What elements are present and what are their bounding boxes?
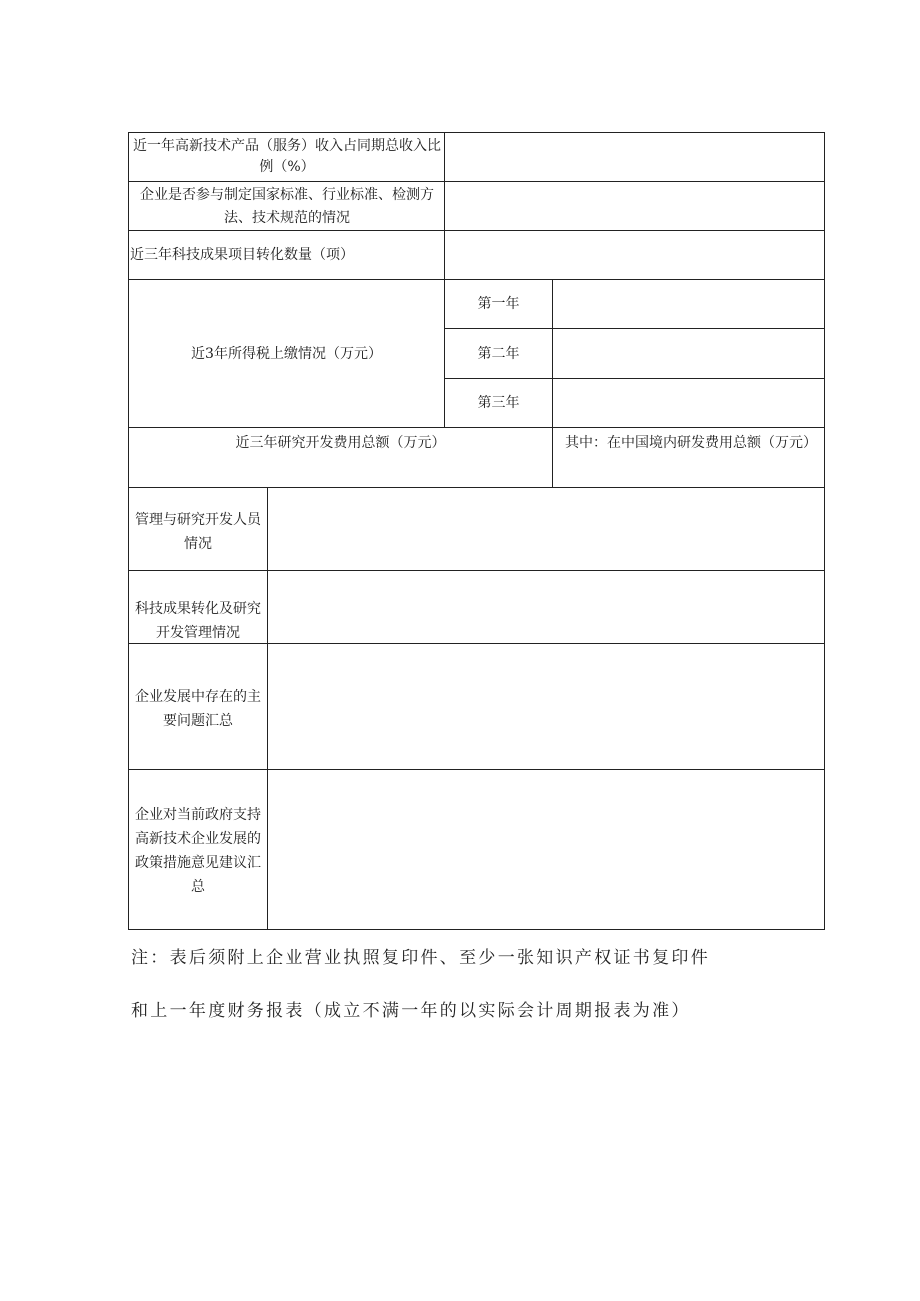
problems-label: 企业发展中存在的主要问题汇总 <box>135 689 261 729</box>
conversion-mgmt-label: 科技成果转化及研究开发管理情况 <box>135 601 261 641</box>
revenue-ratio-label: 近一年高新技术产品（服务）收入占同期总收入比例（%） <box>133 138 441 175</box>
standards-input[interactable] <box>445 182 824 230</box>
staff-label: 管理与研究开发人员情况 <box>135 512 261 552</box>
year-2-label: 第二年 <box>477 345 520 362</box>
grid-line <box>128 427 825 428</box>
suggestions-label: 企业对当前政府支持高新技术企业发展的政策措施意见建议汇总 <box>135 807 261 895</box>
problems-input[interactable] <box>268 644 824 769</box>
conversion-mgmt-input[interactable] <box>268 571 824 643</box>
rd-total-label: 近三年研究开发费用总额（万元） <box>235 435 446 451</box>
income-tax-label: 近3年所得税上缴情况（万元） <box>191 345 382 362</box>
year-3-label: 第三年 <box>477 395 520 411</box>
year-2-input[interactable] <box>553 329 824 378</box>
grid-line <box>824 132 825 930</box>
rd-domestic-label: 其中：在中国境内研发费用总额（万元） <box>565 435 817 451</box>
year-1-input[interactable] <box>553 280 824 328</box>
grid-line <box>128 929 825 930</box>
year-3-input[interactable] <box>553 379 824 427</box>
grid-line <box>128 132 129 930</box>
note-line-1: 注：表后须附上企业营业执照复印件、至少一张知识产权证书复印件 <box>131 948 710 968</box>
conversions-label: 近三年科技成果项目转化数量（项） <box>130 247 354 263</box>
staff-input[interactable] <box>268 488 824 570</box>
revenue-ratio-input[interactable] <box>445 133 824 181</box>
standards-label: 企业是否参与制定国家标准、行业标准、检测方法、技术规范的情况 <box>140 187 434 226</box>
suggestions-input[interactable] <box>268 770 824 929</box>
conversions-input[interactable] <box>445 231 824 279</box>
year-1-label: 第一年 <box>477 296 520 312</box>
note-line-2: 和上一年度财务报表（成立不满一年的以实际会计周期报表为准） <box>131 1001 691 1021</box>
